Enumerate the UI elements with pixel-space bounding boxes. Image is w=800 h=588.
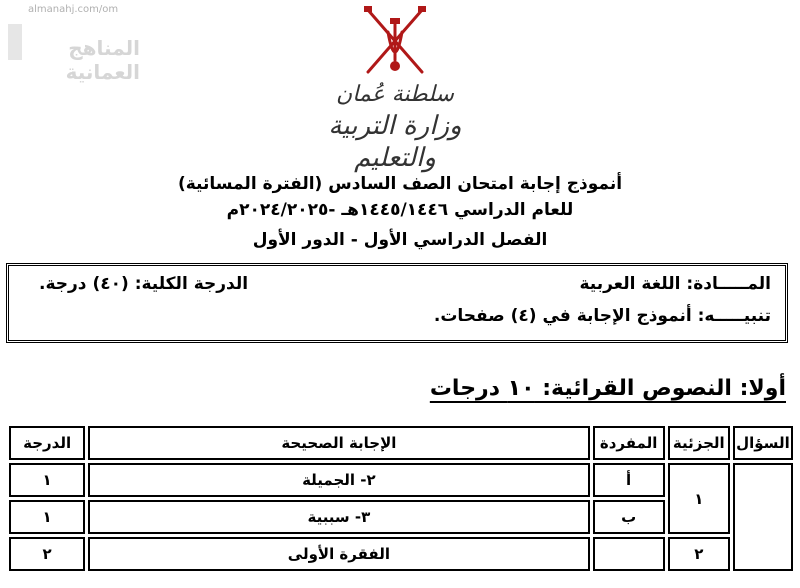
site-watermark [0, 0, 140, 84]
answer-table [6, 423, 796, 574]
question-cell [733, 463, 793, 571]
watermark-url: almanahj.com/om [28, 4, 119, 15]
total-label: الدرجة الكلية: [134, 274, 249, 294]
ministry-signature [290, 80, 500, 174]
notice-value: أنموذج الإجابة في (٤) صفحات. [433, 306, 692, 326]
item-cell [593, 537, 665, 571]
table-row [9, 463, 793, 497]
grade-cell: ١ [9, 463, 85, 497]
subject-label: المـــــادة: [686, 274, 771, 294]
notice-row [434, 306, 771, 326]
grade-cell: ١ [9, 500, 85, 534]
section-title: أولا: النصوص القرائية: ١٠ درجات [429, 376, 786, 401]
total-value: (٤٠) درجة. [39, 274, 129, 294]
watermark-name: المناهج العمانية [65, 36, 140, 84]
item-cell: ب [593, 500, 665, 534]
table-row [9, 537, 793, 571]
subject-value: اللغة العربية [579, 274, 681, 294]
item-cell: أ [593, 463, 665, 497]
part-cell: ١ [668, 463, 730, 534]
exam-info-box [6, 263, 788, 343]
header-grade: الدرجة [9, 426, 85, 460]
total-grade [39, 274, 248, 294]
term-line: الفصل الدراسي الأول - الدور الأول [252, 230, 548, 250]
sultanate-name: سلطنة عُمان [336, 82, 454, 107]
table-header-row [9, 426, 793, 460]
header-part: الجزئية [668, 426, 730, 460]
header-question: السؤال [733, 426, 793, 460]
subject-row [579, 274, 771, 294]
answer-cell: الفقرة الأولى [88, 537, 589, 571]
part-cell: ٢ [668, 537, 730, 571]
ministry-name: وزارة التربية والتعليم [328, 111, 462, 173]
academic-year: للعام الدراسي ١٤٤٥/١٤٤٦هـ -٢٠٢٤/٢٠٢٥م [226, 200, 574, 220]
answer-cell: ٢- الجميلة [88, 463, 589, 497]
header-answer: الإجابة الصحيحة [88, 426, 589, 460]
notice-label: تنبيـــــه: [697, 306, 771, 326]
oman-emblem-icon [350, 2, 440, 82]
exam-title: أنموذج إجابة امتحان الصف السادس (الفترة المسائية) [177, 174, 623, 194]
header-item: المفردة [593, 426, 665, 460]
answer-cell: ٣- سببية [88, 500, 589, 534]
grade-cell: ٢ [9, 537, 85, 571]
